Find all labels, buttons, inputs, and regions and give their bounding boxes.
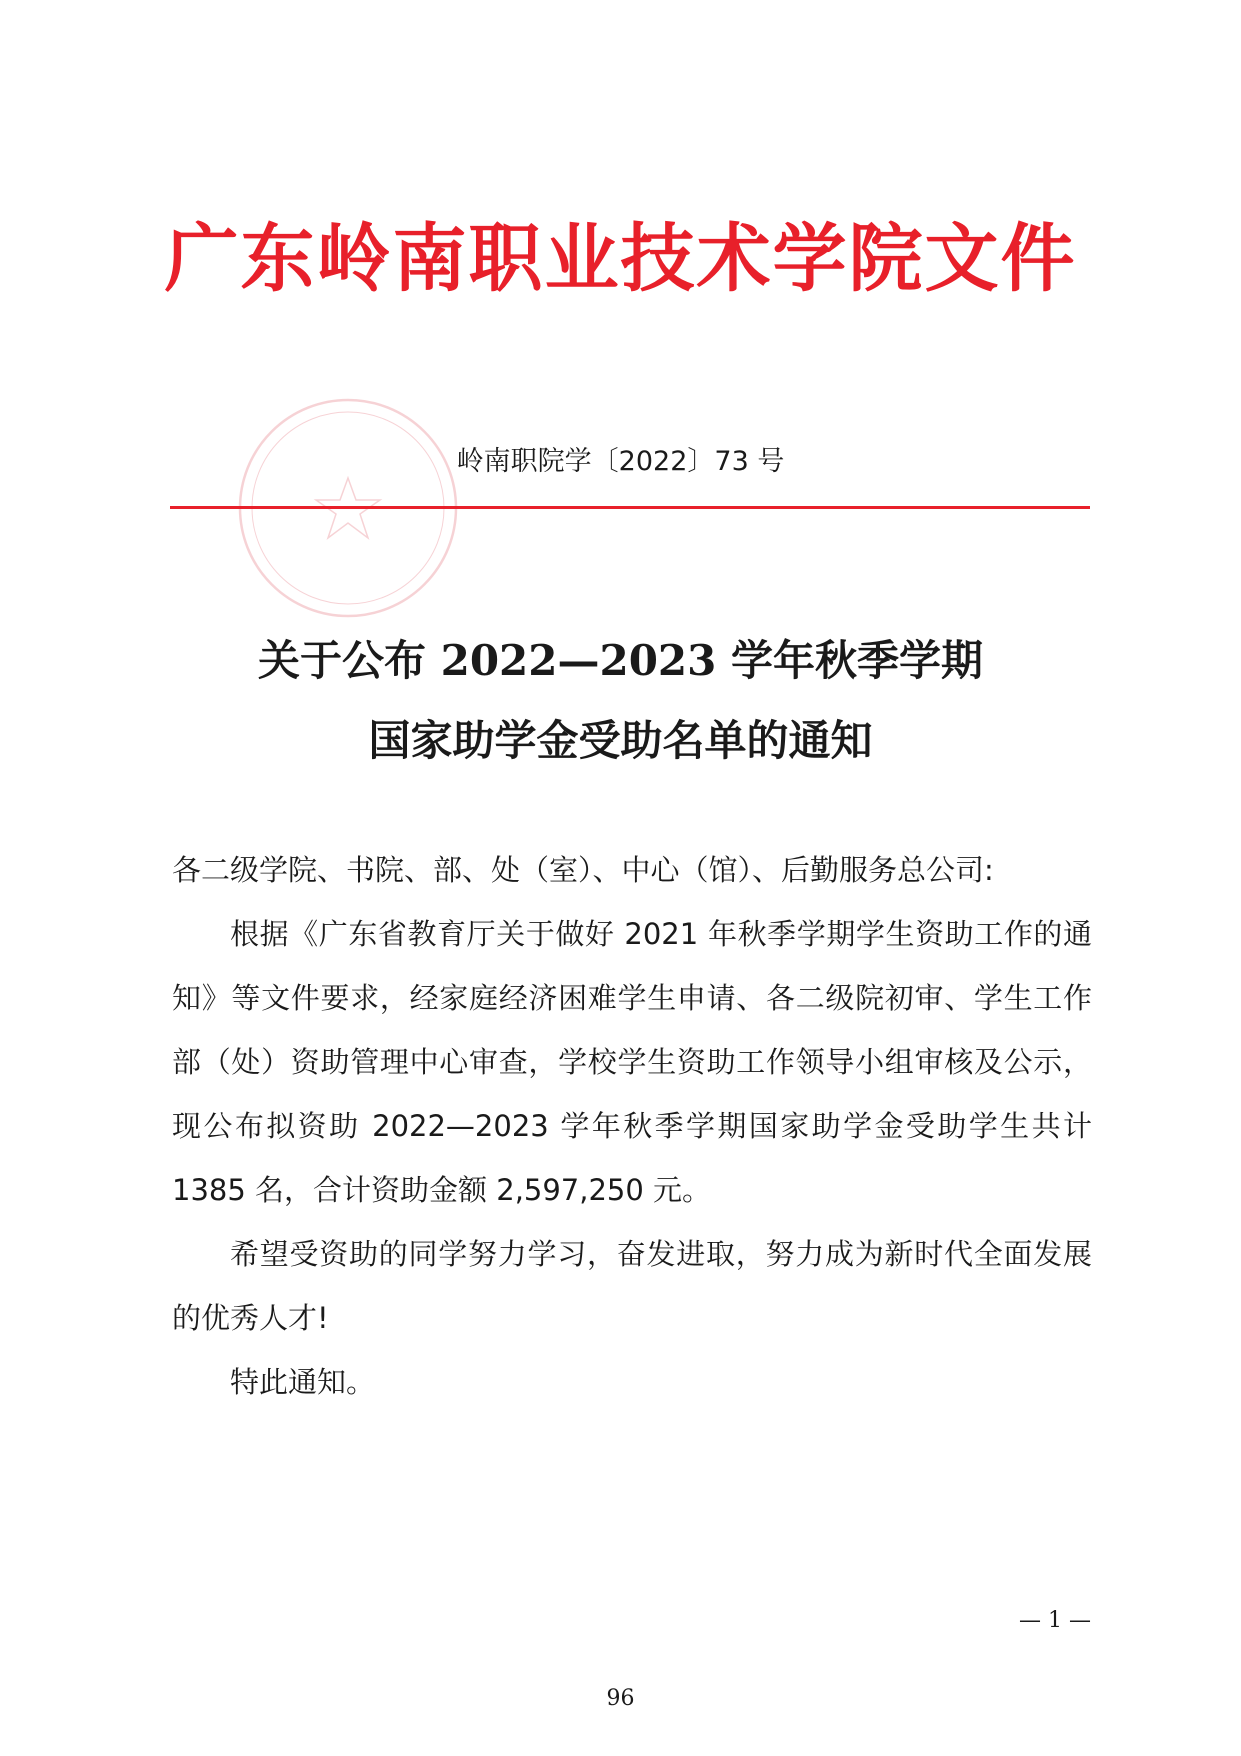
body-paragraph-1: 根据《广东省教育厅关于做好 2021 年秋季学期学生资助工作的通知》等文件要求，经家庭经济困难学生申请、各二级院初审、学生工作部（处）资助管理中心审查，学校学生资助工作领导小组审核及公示，现公布拟资助 2022—2023 学年秋季学期国家助学金受助学生共计 1385 名，合计资助金额 2,597,250 元。 — [172, 917, 1092, 1207]
masthead-title: 广东岭南职业技术学院文件 — [164, 216, 1077, 302]
red-divider-rule — [170, 506, 1090, 509]
closing-line: 特此通知。 — [230, 1365, 376, 1399]
salutation: 各二级学院、书院、部、处（室）、中心（馆）、后勤服务总公司: — [172, 853, 994, 887]
notice-body — [172, 838, 1092, 1414]
footer-page-number: 96 — [606, 1686, 635, 1711]
body-paragraph-2: 希望受资助的同学努力学习，奋发进取，努力成为新时代全面发展的优秀人才! — [172, 1237, 1092, 1335]
page-marker: — 1 — — [1019, 1608, 1091, 1633]
notice-title-line-2: 国家助学金受助名单的通知 — [368, 716, 873, 765]
notice-title-line-1: 关于公布 2022—2023 学年秋季学期 — [257, 636, 984, 685]
document-number: 岭南职院学〔2022〕73 号 — [456, 446, 785, 477]
